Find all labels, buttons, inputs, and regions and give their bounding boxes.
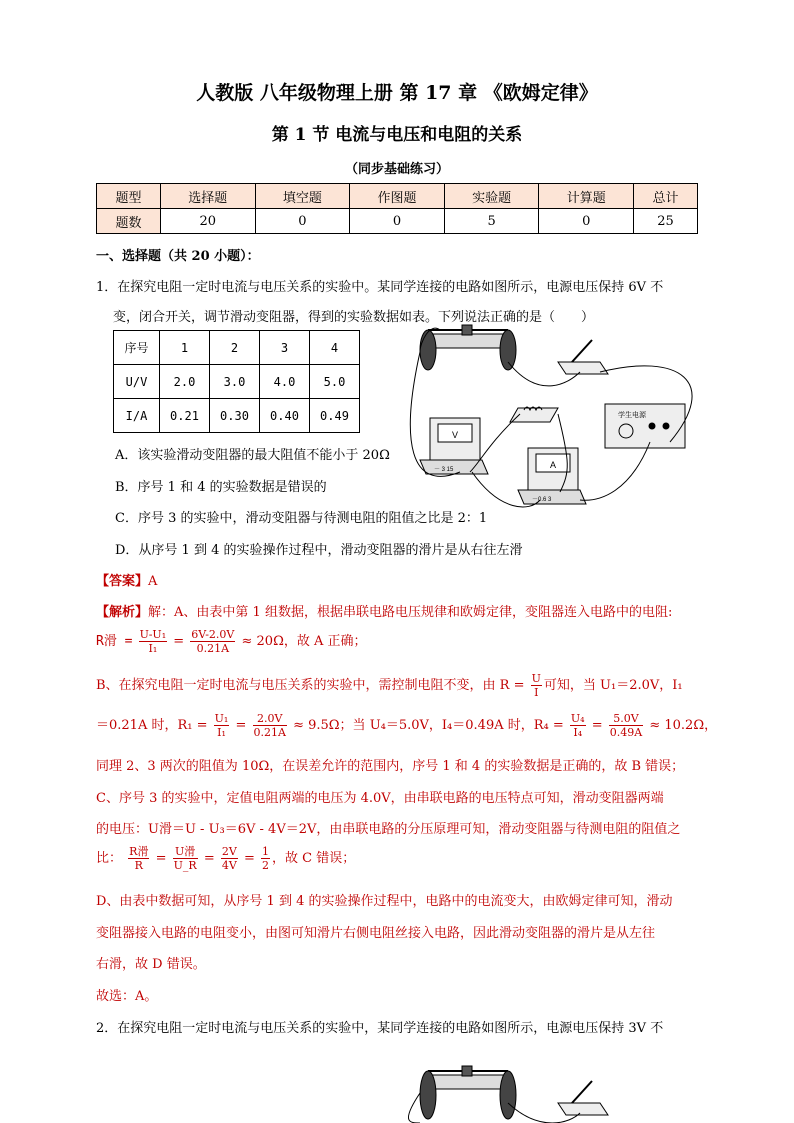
q1-conclusion: 故选：A。 [96, 989, 158, 1004]
q2-circuit-diagram-partial [400, 1063, 630, 1123]
table-cell: 4 [310, 331, 360, 365]
voltmeter-label: V [452, 430, 459, 440]
fraction: $\frac{\text{R滑}}{R}$ [129, 845, 149, 872]
summary-cell: 实验题 [444, 184, 539, 209]
table-cell: 0.21 [160, 399, 210, 433]
q1-stem-line1: 1．在探究电阻一定时电流与电压关系的实验中。某同学连接的电路如图所示，电源电压保持 6V 不 [96, 280, 664, 295]
part-heading: 一、选择题（共 20 小题）： [96, 249, 260, 264]
summary-cell: 作图题 [350, 184, 445, 209]
table-cell: 4.0 [260, 365, 310, 399]
power-supply-label: 学生电源 [618, 412, 646, 419]
summary-cell: 20 [160, 209, 255, 234]
table-cell: 2.0 [160, 365, 210, 399]
summary-cell: 计算题 [539, 184, 634, 209]
fraction: $\frac{2V}{4V}$ [221, 845, 237, 872]
fraction: $\frac{U}{I}$ [531, 672, 541, 699]
table-cell: 1 [160, 331, 210, 365]
table-cell: 3.0 [210, 365, 260, 399]
formula-r-slide: R滑 = [96, 634, 133, 649]
q1-analysis-d-line2: 变阻器接入电路的电阻变小，由图可知滑片右侧电阻丝接入电路，因此滑动变阻器的滑片是从左往 [96, 926, 656, 941]
section-title: 第 1 节 电流与电压和电阻的关系 [271, 125, 523, 145]
q1-analysis-b-line2: ＝0.21A 时，R₁ = $\frac{\text{U₁}}{\text{I₁}}$ = $\frac{2.0V}{0.21A}$ ≈ 9.5Ω；当 U₄＝5.0V，I₄＝0.49A 时，R₄ = $\frac{\text{U₄}}{\text{I₄}}$ = $\frac{5.0V}{0.49A}$ ≈ 10.2Ω， [96, 712, 718, 739]
q1-answer [96, 570, 157, 589]
summary-cell: 25 [634, 209, 698, 234]
q1-option-a: A．该实验滑动变阻器的最大阻值不能小于 20Ω [115, 448, 390, 463]
q1-analysis-d-line3: 右滑，故 D 错误。 [96, 957, 206, 972]
q1-analysis-c-line2: 的电压：U滑＝U - U₃＝6V - 4V＝2V，由串联电路的分压原理可知，滑动变阻器与待测电阻的阻值之 [96, 822, 681, 837]
summary-count-row [97, 209, 698, 234]
fraction: $\frac{\text{U-U₁}}{\text{I₁}}$ [139, 628, 167, 655]
analysis-text: 解：A、由表中第 1 组数据，根据串联电路电压规律和欧姆定律，变阻器连入电路中的电阻: [148, 605, 673, 620]
summary-cell: 0 [350, 209, 445, 234]
circuit-diagram [400, 322, 710, 522]
q1-stem-line2: 变，闭合开关，调节滑动变阻器，得到的实验数据如表。下列说法正确的是（ ） [113, 310, 595, 325]
q1-analysis-line1 [96, 601, 672, 620]
summary-cell: 0 [255, 209, 350, 234]
table-cell: I/A [114, 399, 160, 433]
q1-analysis-c-line1: C、序号 3 的实验中，定值电阻两端的电压为 4.0V，由串联电路的电压特点可知，滑动变阻器两端 [96, 791, 664, 806]
table-cell: 序号 [114, 331, 160, 365]
question-summary-table [96, 183, 698, 234]
summary-header-row [97, 184, 698, 209]
summary-cell: 题型 [97, 184, 161, 209]
fraction: $\frac{6V-2.0V}{0.21A}$ [191, 628, 235, 655]
table-cell: 0.40 [260, 399, 310, 433]
q1-option-c: C．序号 3 的实验中，滑动变阻器与待测电阻的阻值之比是 2：1 [115, 511, 488, 526]
fraction: $\frac{\text{U₁}}{\text{I₁}}$ [214, 712, 229, 739]
summary-cell: 题数 [97, 209, 161, 234]
q1-analysis-d-line1: D、由表中数据可知，从序号 1 到 4 的实验操作过程中，电路中的电流变大，由欧姆定律可知，滑动 [96, 894, 673, 909]
q1-analysis-b-line1: B、在探究电阻一定时电流与电压关系的实验中，需控制电阻不变，由 R = $\frac{U}{I}$ 可知，当 U₁＝2.0V，I₁ [96, 672, 683, 699]
analysis-label: 【解析】 [96, 605, 149, 620]
page-title: 人教版 八年级物理上册 第 17 章 《欧姆定律》 [196, 82, 598, 104]
answer-label: 【答案】 [96, 574, 149, 589]
q2-stem-line1: 2．在探究电阻一定时电流与电压关系的实验中，某同学连接的电路如图所示，电源电压保持 3V 不 [96, 1021, 664, 1036]
fraction: $\frac{2.0V}{0.21A}$ [253, 712, 286, 739]
voltmeter-terminals: － 3 15 [434, 467, 454, 473]
formula-tail: ≈ 20Ω，故 A 正确； [241, 634, 367, 649]
summary-cell: 总计 [634, 184, 698, 209]
table-cell: 5.0 [310, 365, 360, 399]
ammeter-terminals: －0.6 3 [532, 497, 552, 503]
subtitle: （同步基础练习） [344, 162, 449, 177]
table-row [114, 365, 360, 399]
fraction: $\frac{\text{U滑}}{U\_R}$ [173, 845, 197, 872]
table-row [114, 399, 360, 433]
fraction: $\frac{\text{U₄}}{\text{I₄}}$ [570, 712, 585, 739]
answer-value: A [148, 574, 158, 589]
summary-cell: 选择题 [160, 184, 255, 209]
table-cell: 0.49 [310, 399, 360, 433]
table-cell: 0.30 [210, 399, 260, 433]
summary-cell: 5 [444, 209, 539, 234]
q1-data-table [113, 330, 360, 433]
table-row [114, 331, 360, 365]
q1-analysis-c-line3: 比： $\frac{\text{R滑}}{R}$ = $\frac{\text{U滑}}{U\_R}$ = $\frac{2V}{4V}$ = $\frac{1}{2}$ ，故 C 错误； [96, 845, 356, 872]
q1-option-b: B．序号 1 和 4 的实验数据是错误的 [115, 480, 327, 495]
q1-option-d: D．从序号 1 到 4 的实验操作过程中，滑动变阻器的滑片是从右往左滑 [115, 543, 523, 558]
q1-analysis-formula-a: R滑 = $\frac{\text{U-U₁}}{\text{I₁}}$ = $\frac{6V-2.0V}{0.21A}$ ≈ 20Ω，故 A 正确； [96, 628, 367, 655]
table-cell: 3 [260, 331, 310, 365]
table-cell: 2 [210, 331, 260, 365]
ammeter-label: A [550, 460, 557, 470]
table-cell: U/V [114, 365, 160, 399]
fraction: $\frac{1}{2}$ [261, 845, 269, 872]
summary-cell: 0 [539, 209, 634, 234]
fraction: $\frac{5.0V}{0.49A}$ [609, 712, 643, 739]
summary-cell: 填空题 [255, 184, 350, 209]
q1-analysis-b-line3: 同理 2、3 两次的阻值为 10Ω，在误差允许的范围内，序号 1 和 4 的实验数据是正确的，故 B 错误； [96, 759, 685, 774]
